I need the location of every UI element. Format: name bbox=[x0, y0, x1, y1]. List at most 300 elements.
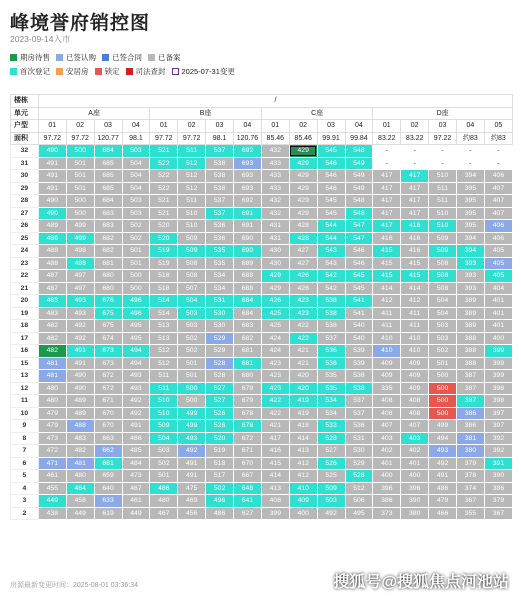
unit-cell[interactable]: - bbox=[484, 145, 512, 158]
unit-cell[interactable]: 429 bbox=[289, 207, 317, 220]
unit-cell[interactable]: 526 bbox=[206, 420, 234, 433]
unit-cell[interactable]: 504 bbox=[429, 295, 457, 308]
unit-cell[interactable]: 492 bbox=[66, 320, 94, 333]
unit-cell[interactable]: 412 bbox=[373, 295, 401, 308]
unit-cell[interactable]: 549 bbox=[345, 170, 373, 183]
unit-cell[interactable]: 416 bbox=[261, 445, 289, 458]
unit-cell[interactable]: 691 bbox=[234, 207, 262, 220]
unit-cell[interactable]: 491 bbox=[178, 470, 206, 483]
unit-cell[interactable]: 504 bbox=[122, 170, 150, 183]
unit-cell[interactable]: 493 bbox=[66, 295, 94, 308]
unit-cell[interactable]: 530 bbox=[206, 320, 234, 333]
unit-cell[interactable]: 693 bbox=[234, 182, 262, 195]
unit-cell[interactable]: 510 bbox=[178, 207, 206, 220]
unit-cell[interactable]: 503 bbox=[429, 320, 457, 333]
unit-cell[interactable]: 528 bbox=[345, 470, 373, 483]
unit-cell[interactable]: 519 bbox=[150, 245, 178, 258]
unit-cell[interactable]: 520 bbox=[206, 432, 234, 445]
unit-cell[interactable]: 680 bbox=[234, 370, 262, 383]
unit-cell[interactable]: - bbox=[401, 145, 429, 158]
unit-cell[interactable]: 400 bbox=[373, 470, 401, 483]
unit-cell[interactable]: 423 bbox=[261, 382, 289, 395]
unit-cell[interactable]: 388 bbox=[457, 332, 485, 345]
unit-cell[interactable]: 685 bbox=[94, 170, 122, 183]
unit-cell[interactable]: 510 bbox=[429, 220, 457, 233]
unit-cell[interactable]: 409 bbox=[289, 495, 317, 508]
unit-cell[interactable]: 413 bbox=[289, 445, 317, 458]
unit-cell[interactable]: 537 bbox=[206, 207, 234, 220]
unit-cell[interactable]: 503 bbox=[317, 495, 345, 508]
unit-cell[interactable]: 521 bbox=[150, 195, 178, 208]
unit-cell[interactable]: 407 bbox=[484, 182, 512, 195]
unit-cell[interactable]: 511 bbox=[178, 195, 206, 208]
unit-cell[interactable]: 379 bbox=[484, 495, 512, 508]
unit-cell[interactable]: 518 bbox=[150, 282, 178, 295]
unit-cell[interactable]: 522 bbox=[150, 157, 178, 170]
unit-cell[interactable]: 482 bbox=[38, 332, 66, 345]
unit-cell[interactable]: 520 bbox=[150, 232, 178, 245]
unit-cell[interactable]: 512 bbox=[345, 482, 373, 495]
unit-cell[interactable]: 530 bbox=[206, 307, 234, 320]
unit-cell[interactable]: 399 bbox=[484, 357, 512, 370]
unit-cell[interactable]: 381 bbox=[457, 432, 485, 445]
unit-cell[interactable]: 530 bbox=[345, 445, 373, 458]
unit-cell[interactable]: 425 bbox=[261, 320, 289, 333]
unit-cell[interactable]: 500 bbox=[122, 282, 150, 295]
unit-cell[interactable]: 489 bbox=[66, 395, 94, 408]
unit-cell[interactable]: 386 bbox=[457, 407, 485, 420]
unit-cell[interactable]: 538 bbox=[206, 170, 234, 183]
unit-cell[interactable]: 421 bbox=[289, 357, 317, 370]
unit-cell[interactable]: 500 bbox=[429, 407, 457, 420]
unit-cell[interactable]: 409 bbox=[401, 357, 429, 370]
unit-cell[interactable]: 633 bbox=[94, 495, 122, 508]
unit-cell[interactable]: 466 bbox=[429, 507, 457, 520]
unit-cell[interactable]: 491 bbox=[178, 457, 206, 470]
unit-cell[interactable]: 510 bbox=[429, 170, 457, 183]
unit-cell[interactable]: 536 bbox=[206, 232, 234, 245]
unit-cell[interactable]: 397 bbox=[484, 407, 512, 420]
unit-cell[interactable]: 400 bbox=[289, 507, 317, 520]
unit-cell[interactable]: 670 bbox=[94, 420, 122, 433]
unit-cell[interactable]: 667 bbox=[234, 470, 262, 483]
unit-cell[interactable]: - bbox=[373, 145, 401, 158]
unit-cell[interactable]: 404 bbox=[484, 282, 512, 295]
unit-cell[interactable]: 536 bbox=[317, 357, 345, 370]
unit-cell[interactable]: 498 bbox=[66, 245, 94, 258]
unit-cell[interactable]: 508 bbox=[178, 270, 206, 283]
unit-cell[interactable]: 458 bbox=[66, 495, 94, 508]
unit-cell[interactable]: 503 bbox=[429, 332, 457, 345]
unit-cell[interactable]: 396 bbox=[373, 482, 401, 495]
unit-cell[interactable]: 534 bbox=[206, 282, 234, 295]
unit-cell[interactable]: 489 bbox=[38, 232, 66, 245]
unit-cell[interactable]: 538 bbox=[345, 370, 373, 383]
unit-cell[interactable]: 406 bbox=[484, 232, 512, 245]
unit-cell[interactable]: 412 bbox=[289, 457, 317, 470]
unit-cell[interactable]: 424 bbox=[261, 332, 289, 345]
unit-cell[interactable]: 482 bbox=[38, 345, 66, 358]
unit-cell[interactable]: 542 bbox=[317, 282, 345, 295]
unit-cell[interactable]: 640 bbox=[94, 482, 122, 495]
unit-cell[interactable]: 509 bbox=[429, 232, 457, 245]
unit-cell[interactable]: 412 bbox=[401, 295, 429, 308]
unit-cell[interactable]: - bbox=[373, 157, 401, 170]
unit-cell[interactable]: 683 bbox=[234, 320, 262, 333]
unit-cell[interactable]: 471 bbox=[38, 457, 66, 470]
unit-cell[interactable]: 536 bbox=[206, 220, 234, 233]
unit-cell[interactable]: 455 bbox=[38, 482, 66, 495]
unit-cell[interactable]: 422 bbox=[261, 407, 289, 420]
unit-cell[interactable]: 678 bbox=[234, 407, 262, 420]
unit-cell[interactable]: 501 bbox=[178, 357, 206, 370]
unit-cell[interactable]: 432 bbox=[261, 145, 289, 158]
unit-cell[interactable]: 456 bbox=[178, 507, 206, 520]
unit-cell[interactable]: 684 bbox=[94, 145, 122, 158]
unit-cell[interactable]: 414 bbox=[373, 282, 401, 295]
unit-cell[interactable]: 548 bbox=[345, 145, 373, 158]
unit-cell[interactable]: 396 bbox=[401, 482, 429, 495]
unit-cell[interactable]: 395 bbox=[457, 195, 485, 208]
unit-cell[interactable]: 549 bbox=[345, 182, 373, 195]
unit-cell[interactable]: 392 bbox=[484, 445, 512, 458]
unit-cell[interactable]: 491 bbox=[38, 182, 66, 195]
unit-cell[interactable]: 511 bbox=[178, 145, 206, 158]
unit-cell[interactable]: 502 bbox=[206, 482, 234, 495]
unit-cell[interactable]: 483 bbox=[66, 432, 94, 445]
unit-cell[interactable]: 400 bbox=[401, 470, 429, 483]
unit-cell[interactable]: 509 bbox=[429, 245, 457, 258]
unit-cell[interactable]: 503 bbox=[122, 195, 150, 208]
unit-cell[interactable]: 429 bbox=[289, 157, 317, 170]
unit-cell[interactable]: 479 bbox=[38, 407, 66, 420]
unit-cell[interactable]: 492 bbox=[122, 407, 150, 420]
unit-cell[interactable]: 491 bbox=[429, 470, 457, 483]
unit-cell[interactable]: 493 bbox=[122, 370, 150, 383]
unit-cell[interactable]: 510 bbox=[429, 207, 457, 220]
unit-cell[interactable]: 546 bbox=[317, 182, 345, 195]
unit-cell[interactable]: 537 bbox=[345, 395, 373, 408]
unit-cell[interactable]: 500 bbox=[178, 382, 206, 395]
unit-cell[interactable]: 540 bbox=[345, 320, 373, 333]
unit-cell[interactable]: 682 bbox=[94, 245, 122, 258]
unit-cell[interactable]: 386 bbox=[484, 482, 512, 495]
unit-cell[interactable]: 619 bbox=[94, 507, 122, 520]
unit-cell[interactable]: 400 bbox=[484, 332, 512, 345]
unit-cell[interactable]: 482 bbox=[38, 320, 66, 333]
unit-cell[interactable]: 386 bbox=[373, 495, 401, 508]
unit-cell[interactable]: 545 bbox=[317, 207, 345, 220]
unit-cell[interactable]: - bbox=[429, 145, 457, 158]
unit-cell[interactable]: 544 bbox=[317, 232, 345, 245]
unit-cell[interactable]: 546 bbox=[345, 245, 373, 258]
unit-cell[interactable]: 508 bbox=[429, 282, 457, 295]
unit-cell[interactable]: 394 bbox=[457, 170, 485, 183]
unit-cell[interactable]: 431 bbox=[261, 220, 289, 233]
unit-cell[interactable]: 502 bbox=[178, 332, 206, 345]
unit-cell[interactable]: 538 bbox=[345, 382, 373, 395]
unit-cell[interactable]: 536 bbox=[317, 345, 345, 358]
unit-cell[interactable]: 419 bbox=[289, 407, 317, 420]
unit-cell[interactable]: 504 bbox=[429, 307, 457, 320]
unit-cell[interactable]: 493 bbox=[122, 382, 150, 395]
unit-cell[interactable]: 493 bbox=[66, 307, 94, 320]
unit-cell[interactable]: 393 bbox=[457, 257, 485, 270]
unit-cell[interactable]: 537 bbox=[345, 407, 373, 420]
unit-cell[interactable]: 549 bbox=[345, 157, 373, 170]
unit-cell[interactable]: 680 bbox=[94, 270, 122, 283]
unit-cell[interactable]: 500 bbox=[429, 382, 457, 395]
unit-cell[interactable]: 407 bbox=[373, 420, 401, 433]
unit-cell[interactable]: 537 bbox=[317, 332, 345, 345]
unit-cell[interactable]: 522 bbox=[150, 170, 178, 183]
unit-cell[interactable]: 433 bbox=[261, 182, 289, 195]
unit-cell[interactable]: 497 bbox=[66, 270, 94, 283]
unit-cell[interactable]: 389 bbox=[457, 307, 485, 320]
unit-cell[interactable]: 501 bbox=[429, 357, 457, 370]
unit-cell[interactable]: 493 bbox=[178, 432, 206, 445]
unit-cell[interactable]: 421 bbox=[261, 420, 289, 433]
unit-cell[interactable]: 415 bbox=[401, 257, 429, 270]
unit-cell[interactable]: 461 bbox=[122, 495, 150, 508]
unit-cell[interactable]: 389 bbox=[457, 295, 485, 308]
unit-cell[interactable]: 502 bbox=[122, 220, 150, 233]
unit-cell[interactable]: 509 bbox=[150, 420, 178, 433]
unit-cell[interactable]: 529 bbox=[206, 332, 234, 345]
unit-cell[interactable]: 390 bbox=[401, 495, 429, 508]
unit-cell[interactable]: 534 bbox=[317, 407, 345, 420]
unit-cell[interactable]: 545 bbox=[345, 270, 373, 283]
unit-cell[interactable]: 491 bbox=[66, 345, 94, 358]
unit-cell[interactable]: 670 bbox=[94, 407, 122, 420]
unit-cell[interactable]: 398 bbox=[484, 395, 512, 408]
unit-cell[interactable]: 499 bbox=[66, 220, 94, 233]
unit-cell[interactable]: 429 bbox=[289, 145, 317, 158]
unit-cell[interactable]: 514 bbox=[150, 295, 178, 308]
unit-cell[interactable]: 502 bbox=[429, 345, 457, 358]
unit-cell[interactable]: 395 bbox=[457, 207, 485, 220]
unit-cell[interactable]: 408 bbox=[373, 407, 401, 420]
unit-cell[interactable]: 486 bbox=[122, 432, 150, 445]
unit-cell[interactable]: 417 bbox=[373, 182, 401, 195]
unit-cell[interactable]: 547 bbox=[345, 232, 373, 245]
unit-cell[interactable]: 388 bbox=[457, 357, 485, 370]
unit-cell[interactable]: 520 bbox=[150, 220, 178, 233]
unit-cell[interactable]: 519 bbox=[150, 257, 178, 270]
unit-cell[interactable]: 388 bbox=[457, 345, 485, 358]
unit-cell[interactable]: 387 bbox=[457, 382, 485, 395]
unit-cell[interactable]: 671 bbox=[234, 445, 262, 458]
unit-cell[interactable]: 380 bbox=[401, 507, 429, 520]
unit-cell[interactable]: 416 bbox=[401, 220, 429, 233]
unit-cell[interactable]: 418 bbox=[289, 420, 317, 433]
unit-cell[interactable]: 415 bbox=[261, 457, 289, 470]
unit-cell[interactable]: 681 bbox=[234, 357, 262, 370]
unit-cell[interactable]: 429 bbox=[261, 270, 289, 283]
unit-cell[interactable]: 495 bbox=[122, 332, 150, 345]
unit-cell[interactable]: 422 bbox=[261, 395, 289, 408]
unit-cell[interactable]: 537 bbox=[206, 145, 234, 158]
unit-cell[interactable]: 464 bbox=[66, 482, 94, 495]
unit-cell[interactable]: 683 bbox=[94, 207, 122, 220]
unit-cell[interactable]: 661 bbox=[94, 457, 122, 470]
unit-cell[interactable]: 501 bbox=[66, 157, 94, 170]
unit-cell[interactable]: 684 bbox=[234, 307, 262, 320]
unit-cell[interactable]: 685 bbox=[94, 182, 122, 195]
unit-cell[interactable]: 379 bbox=[457, 457, 485, 470]
unit-cell[interactable]: 420 bbox=[289, 382, 317, 395]
unit-cell[interactable]: 682 bbox=[234, 332, 262, 345]
unit-cell[interactable]: 690 bbox=[234, 245, 262, 258]
unit-cell[interactable]: 534 bbox=[206, 270, 234, 283]
unit-cell[interactable]: 533 bbox=[317, 420, 345, 433]
unit-cell[interactable]: 490 bbox=[38, 207, 66, 220]
unit-cell[interactable]: 506 bbox=[345, 495, 373, 508]
unit-cell[interactable]: 546 bbox=[317, 157, 345, 170]
unit-cell[interactable]: 678 bbox=[234, 420, 262, 433]
unit-cell[interactable]: 399 bbox=[261, 507, 289, 520]
unit-cell[interactable]: 692 bbox=[234, 145, 262, 158]
unit-cell[interactable]: 430 bbox=[261, 257, 289, 270]
unit-cell[interactable]: 684 bbox=[94, 195, 122, 208]
unit-cell[interactable]: 484 bbox=[122, 457, 150, 470]
unit-cell[interactable]: 429 bbox=[261, 282, 289, 295]
unit-cell[interactable]: 397 bbox=[484, 420, 512, 433]
unit-cell[interactable]: 672 bbox=[94, 382, 122, 395]
unit-cell[interactable]: 493 bbox=[429, 445, 457, 458]
unit-cell[interactable]: 536 bbox=[345, 420, 373, 433]
unit-cell[interactable]: 526 bbox=[317, 457, 345, 470]
unit-cell[interactable]: 545 bbox=[345, 282, 373, 295]
unit-cell[interactable]: 538 bbox=[317, 307, 345, 320]
unit-cell[interactable]: 423 bbox=[289, 295, 317, 308]
unit-cell[interactable]: 449 bbox=[122, 507, 150, 520]
unit-cell[interactable]: 417 bbox=[401, 170, 429, 183]
unit-cell[interactable]: 501 bbox=[150, 470, 178, 483]
unit-cell[interactable]: 693 bbox=[234, 157, 262, 170]
unit-cell[interactable]: 449 bbox=[38, 495, 66, 508]
unit-cell[interactable]: 692 bbox=[234, 195, 262, 208]
unit-cell[interactable]: 510 bbox=[150, 395, 178, 408]
unit-cell[interactable]: 517 bbox=[206, 470, 234, 483]
unit-cell[interactable]: 499 bbox=[178, 420, 206, 433]
unit-cell[interactable]: 432 bbox=[261, 207, 289, 220]
unit-cell[interactable]: 492 bbox=[178, 445, 206, 458]
unit-cell[interactable]: 417 bbox=[373, 207, 401, 220]
unit-cell[interactable]: 503 bbox=[178, 320, 206, 333]
unit-cell[interactable]: 500 bbox=[429, 370, 457, 383]
unit-cell[interactable]: 394 bbox=[457, 245, 485, 258]
unit-cell[interactable]: 518 bbox=[150, 270, 178, 283]
unit-cell[interactable]: 387 bbox=[457, 395, 485, 408]
unit-cell[interactable]: 479 bbox=[429, 495, 457, 508]
unit-cell[interactable]: 511 bbox=[429, 182, 457, 195]
unit-cell[interactable]: 417 bbox=[373, 220, 401, 233]
unit-cell[interactable]: 402 bbox=[401, 445, 429, 458]
unit-cell[interactable]: 500 bbox=[178, 395, 206, 408]
unit-cell[interactable]: 491 bbox=[122, 420, 150, 433]
unit-cell[interactable]: 380 bbox=[457, 445, 485, 458]
unit-cell[interactable]: 494 bbox=[429, 432, 457, 445]
unit-cell[interactable]: 481 bbox=[66, 457, 94, 470]
unit-cell[interactable]: 417 bbox=[261, 432, 289, 445]
unit-cell[interactable]: 496 bbox=[206, 495, 234, 508]
unit-cell[interactable]: 426 bbox=[289, 282, 317, 295]
unit-cell[interactable]: 528 bbox=[317, 432, 345, 445]
unit-cell[interactable]: 403 bbox=[373, 432, 401, 445]
unit-cell[interactable]: 374 bbox=[457, 482, 485, 495]
unit-cell[interactable]: 487 bbox=[38, 282, 66, 295]
unit-cell[interactable]: 389 bbox=[457, 320, 485, 333]
unit-cell[interactable]: 394 bbox=[457, 232, 485, 245]
unit-cell[interactable]: 481 bbox=[38, 357, 66, 370]
unit-cell[interactable]: 500 bbox=[66, 207, 94, 220]
unit-cell[interactable]: 500 bbox=[429, 395, 457, 408]
unit-cell[interactable]: 420 bbox=[289, 370, 317, 383]
unit-cell[interactable]: 541 bbox=[345, 295, 373, 308]
unit-cell[interactable]: 399 bbox=[484, 370, 512, 383]
unit-cell[interactable]: 402 bbox=[373, 445, 401, 458]
unit-cell[interactable]: 480 bbox=[66, 470, 94, 483]
unit-cell[interactable]: 488 bbox=[38, 245, 66, 258]
unit-cell[interactable]: 492 bbox=[122, 395, 150, 408]
unit-cell[interactable]: 541 bbox=[345, 307, 373, 320]
unit-cell[interactable]: 408 bbox=[401, 395, 429, 408]
unit-cell[interactable]: 407 bbox=[401, 420, 429, 433]
unit-cell[interactable]: 518 bbox=[206, 457, 234, 470]
unit-cell[interactable]: 422 bbox=[289, 332, 317, 345]
unit-cell[interactable]: 490 bbox=[38, 195, 66, 208]
unit-cell[interactable]: 401 bbox=[373, 457, 401, 470]
unit-cell[interactable]: 488 bbox=[66, 420, 94, 433]
unit-cell[interactable]: 528 bbox=[206, 370, 234, 383]
unit-cell[interactable]: 674 bbox=[94, 332, 122, 345]
unit-cell[interactable]: 512 bbox=[178, 170, 206, 183]
unit-cell[interactable]: 535 bbox=[206, 257, 234, 270]
unit-cell[interactable]: 531 bbox=[345, 432, 373, 445]
unit-cell[interactable]: 501 bbox=[178, 370, 206, 383]
unit-cell[interactable]: 662 bbox=[94, 445, 122, 458]
unit-cell[interactable]: 492 bbox=[429, 457, 457, 470]
unit-cell[interactable]: 392 bbox=[484, 432, 512, 445]
unit-cell[interactable]: 672 bbox=[94, 370, 122, 383]
unit-cell[interactable]: 467 bbox=[150, 507, 178, 520]
unit-cell[interactable]: 681 bbox=[234, 345, 262, 358]
unit-cell[interactable]: 682 bbox=[94, 232, 122, 245]
unit-cell[interactable]: 412 bbox=[289, 470, 317, 483]
unit-cell[interactable]: 545 bbox=[317, 195, 345, 208]
unit-cell[interactable]: 525 bbox=[317, 470, 345, 483]
unit-cell[interactable]: 408 bbox=[261, 495, 289, 508]
unit-cell[interactable]: 547 bbox=[345, 220, 373, 233]
unit-cell[interactable]: 537 bbox=[206, 195, 234, 208]
unit-cell[interactable]: 461 bbox=[38, 470, 66, 483]
unit-cell[interactable]: 508 bbox=[429, 257, 457, 270]
unit-cell[interactable]: 659 bbox=[94, 470, 122, 483]
unit-cell[interactable]: 410 bbox=[289, 482, 317, 495]
unit-cell[interactable]: 409 bbox=[373, 357, 401, 370]
unit-cell[interactable]: 683 bbox=[94, 220, 122, 233]
unit-cell[interactable]: 482 bbox=[66, 445, 94, 458]
unit-cell[interactable]: 367 bbox=[484, 507, 512, 520]
unit-cell[interactable]: 543 bbox=[317, 257, 345, 270]
unit-cell[interactable]: 406 bbox=[484, 170, 512, 183]
unit-cell[interactable]: 419 bbox=[289, 395, 317, 408]
unit-cell[interactable]: 387 bbox=[457, 370, 485, 383]
unit-cell[interactable]: 522 bbox=[150, 182, 178, 195]
unit-cell[interactable]: 510 bbox=[150, 407, 178, 420]
unit-cell[interactable]: 410 bbox=[401, 332, 429, 345]
